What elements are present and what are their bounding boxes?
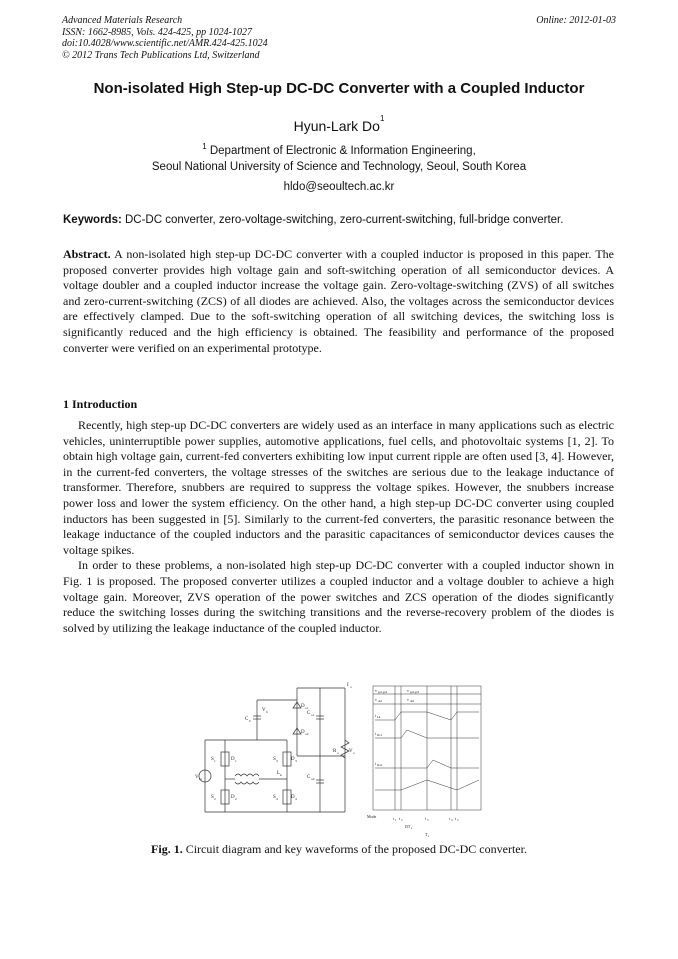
waveform-labels [367, 688, 459, 838]
abstract [63, 247, 614, 356]
svg-text:S: S [273, 795, 276, 800]
svg-text:o: o [353, 751, 355, 755]
issn-line: ISSN: 1662-8985, Vols. 424-425, pp 1024-1027 [62, 26, 252, 38]
svg-text:i: i [375, 713, 377, 718]
svg-text:S: S [273, 757, 276, 762]
svg-text:t: t [449, 816, 451, 821]
author-email[interactable]: hldo@seoultech.ac.kr [283, 181, 395, 193]
svg-text:D: D [301, 730, 305, 735]
section-heading: 1 Introduction [63, 397, 138, 411]
figure-graphic [195, 680, 495, 840]
circuit-diagram [199, 688, 349, 812]
svg-text:D: D [291, 757, 295, 762]
svg-text:Mode: Mode [367, 814, 377, 819]
journal-header [62, 15, 616, 61]
svg-text:v: v [407, 688, 409, 693]
svg-text:C: C [245, 717, 249, 722]
keywords [63, 214, 623, 226]
svg-text:o: o [337, 751, 339, 755]
svg-text:v: v [407, 697, 409, 702]
svg-text:o1: o1 [311, 713, 315, 717]
affiliation-line2: Seoul National University of Science and Technology, Seoul, South Korea [151, 161, 527, 173]
abstract-label: Abstract. [63, 247, 111, 261]
svg-text:1: 1 [395, 818, 397, 822]
svg-text:Do2: Do2 [377, 763, 383, 767]
svg-text:o2: o2 [305, 732, 309, 736]
svg-text:2: 2 [401, 818, 403, 822]
author-line [0, 114, 678, 134]
svg-text:Lk: Lk [377, 715, 381, 719]
caption-label: Fig. 1. [151, 842, 183, 856]
coupled-inductor-icon [235, 774, 259, 776]
svg-text:V: V [349, 749, 353, 754]
svg-text:4: 4 [451, 818, 453, 822]
author-sup: 1 [379, 114, 385, 123]
svg-text:1: 1 [214, 759, 216, 763]
keywords-text: DC-DC converter, zero-voltage-switching, zero-current-switching, full-bridge converter. [121, 214, 564, 226]
svg-text:2: 2 [235, 797, 237, 801]
svg-text:C: C [307, 775, 311, 780]
svg-text:R: R [333, 749, 337, 754]
introduction-body [63, 418, 614, 636]
author-name: Hyun-Lark Do [293, 118, 380, 134]
svg-text:k: k [280, 773, 282, 777]
svg-text:D: D [231, 795, 235, 800]
svg-text:1: 1 [235, 759, 237, 763]
svg-text:o: o [350, 685, 352, 689]
svg-text:4: 4 [295, 797, 297, 801]
svg-text:t: t [399, 816, 401, 821]
svg-text:4: 4 [276, 797, 278, 801]
svg-text:D: D [301, 704, 305, 709]
svg-text:C: C [307, 711, 311, 716]
svg-text:o2: o2 [311, 777, 315, 781]
svg-text:o1: o1 [305, 706, 309, 710]
svg-text:v: v [375, 688, 377, 693]
journal-name: Advanced Materials Research [62, 15, 183, 26]
svg-text:gs2,gs3: gs2,gs3 [410, 690, 420, 694]
svg-text:i: i [375, 761, 377, 766]
figure-caption [0, 842, 678, 857]
paper-title: Non-isolated High Step-up DC-DC Converter with a Coupled Inductor [93, 80, 585, 97]
copyright-line: © 2012 Trans Tech Publications Ltd, Switzerland [62, 49, 260, 61]
svg-text:3: 3 [276, 759, 278, 763]
abstract-text: A non-isolated high step-up DC-DC converter with a coupled inductor is proposed in this paper. The proposed converter provides high voltage gain and soft-switching operation of all semiconductor devices. A voltage doubler and a coupled inductor increase the voltage gain. Zero-voltage-switching (ZVS) of all switches and zero-current-switching (ZCS) of all diodes are achieved. Also, the voltages across the semiconductor devices are effectively clamped. Due to the soft-switching operation of all switching devices, the switching loss is significantly reduced and the high efficiency is obtained. The feasibility and performance of the proposed converter were verified on an experimental prototype. [63, 247, 614, 355]
svg-text:I: I [347, 683, 349, 688]
svg-text:S: S [211, 795, 214, 800]
svg-text:S: S [211, 757, 214, 762]
svg-text:s: s [428, 834, 430, 838]
svg-text:t: t [393, 816, 395, 821]
svg-text:D: D [231, 757, 235, 762]
figure-1 [195, 680, 495, 840]
keywords-label: Keywords: [63, 214, 122, 226]
svg-text:b: b [266, 710, 268, 714]
svg-text:V: V [262, 708, 266, 713]
affiliation-sup: 1 [202, 142, 207, 151]
svg-text:5: 5 [457, 818, 459, 822]
svg-text:i: i [375, 731, 377, 736]
svg-text:3: 3 [295, 759, 297, 763]
svg-text:L: L [277, 771, 281, 776]
svg-text:t: t [455, 816, 457, 821]
svg-text:t: t [425, 816, 427, 821]
affiliation [0, 143, 678, 175]
svg-text:T: T [425, 832, 428, 837]
svg-text:3: 3 [427, 818, 429, 822]
svg-text:ds2: ds2 [410, 699, 415, 703]
intro-paragraph-2: In order to these problems, a non-isolated high step-up DC-DC converter with a coupled inductor shown in Fig. 1 is proposed. The proposed converter utilizes a coupled inductor and a voltage doubler to achieve a high voltage gain. Moreover, ZVS operation of the power switches and ZCS operation of the diodes significantly reduce the switching losses during the switching transitions and the reverse-recovery problem of the diodes is solved by utilizing the leakage inductance of the coupled inductor. [63, 558, 614, 635]
svg-text:s: s [411, 826, 413, 830]
affiliation-line1: Department of Electronic & Information Engineering, [209, 145, 476, 157]
svg-text:gs1,gs4: gs1,gs4 [378, 690, 388, 694]
circuit-labels [195, 683, 355, 801]
waveform-chart [373, 686, 481, 810]
svg-text:DT: DT [405, 824, 411, 829]
svg-text:V: V [195, 775, 199, 780]
caption-text: Circuit diagram and key waveforms of the proposed DC-DC converter. [182, 842, 527, 856]
svg-text:D: D [291, 795, 295, 800]
svg-text:in: in [199, 777, 202, 781]
svg-text:2: 2 [214, 797, 216, 801]
doi-line: doi:10.4028/www.scientific.net/AMR.424-425.1024 [62, 38, 268, 49]
svg-text:b: b [249, 719, 251, 723]
online-date: Online: 2012-01-03 [536, 15, 616, 26]
svg-text:Do1: Do1 [377, 733, 383, 737]
intro-paragraph-1: Recently, high step-up DC-DC converters are widely used as an interface in many applications such as electric vehicles, uninterruptible power supplies, automotive applications, fuel cells, and photovoltaic systems [1, 2]. To obtain high voltage gain, current-fed converters exhibiting low input current ripple are often used [3, 4]. However, in the current-fed converters, the voltage stresses of the switches are serious due to the leakage inductance of transformer. Therefore, snubbers are required to suppress the voltage spikes. However, the snubbers increase power loss and lower the system efficiency. On the other hand, a high step-up DC-DC converter using coupled inductors has been suggested in [5]. Similarly to the current-fed converters, the parasitic resonance between the leakage inductance of the coupled inductors and the parasitic capacitances of semiconductor devices causes the voltage spikes. [63, 418, 614, 557]
svg-text:ds1: ds1 [378, 699, 383, 703]
svg-text:v: v [375, 697, 377, 702]
